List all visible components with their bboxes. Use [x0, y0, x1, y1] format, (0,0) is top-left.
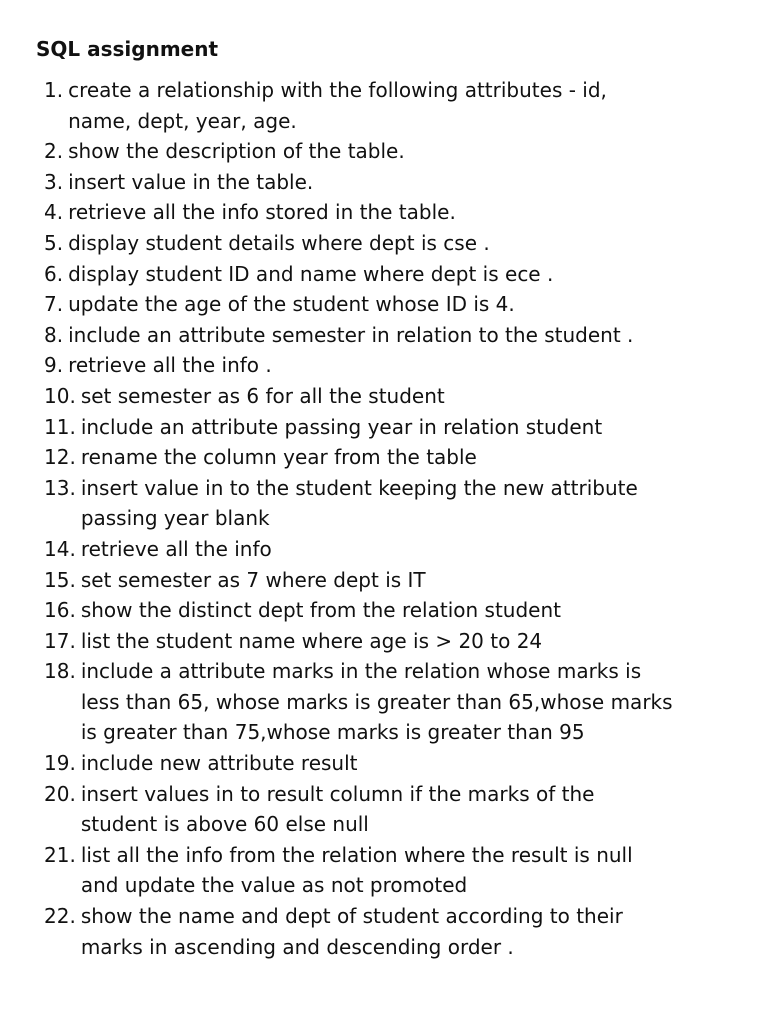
item-text [81, 901, 623, 962]
list-item [36, 534, 732, 565]
list-item [36, 626, 732, 657]
list-item [36, 656, 732, 748]
task-list [36, 75, 732, 962]
item-line: set semester as 7 where dept is IT [80, 567, 426, 592]
list-item [36, 136, 732, 167]
item-number: 5. [44, 230, 64, 255]
item-number: 6. [44, 261, 64, 286]
item-number: 9. [44, 353, 64, 378]
list-item [36, 75, 732, 136]
item-number: 2. [44, 139, 64, 164]
list-item [36, 779, 732, 840]
list-item [36, 442, 732, 473]
list-item [36, 228, 732, 259]
item-line: student is above 60 else null [80, 812, 369, 837]
list-item [36, 901, 732, 962]
item-line: set semester as 6 for all the student [80, 383, 445, 408]
item-number: 13. [44, 475, 76, 500]
item-line: passing year blank [80, 506, 270, 531]
item-text [81, 565, 426, 596]
item-text [68, 320, 633, 351]
item-line: display student ID and name where dept is ece . [68, 261, 554, 286]
list-item [36, 381, 732, 412]
item-number: 21. [44, 842, 76, 867]
item-text [68, 350, 272, 381]
item-line: show the distinct dept from the relation student [80, 598, 561, 623]
item-number: 4. [44, 200, 64, 225]
item-number: 10. [44, 383, 76, 408]
item-number: 1. [44, 78, 64, 102]
item-line: and update the value as not promoted [80, 873, 468, 898]
item-text [81, 748, 358, 779]
list-item [36, 565, 732, 596]
list-item [36, 320, 732, 351]
item-line: retrieve all the info stored in the table. [68, 200, 456, 225]
item-number: 12. [44, 445, 76, 470]
item-number: 16. [44, 598, 76, 623]
item-text [81, 779, 595, 840]
item-number: 22. [44, 904, 76, 929]
item-text [81, 656, 673, 748]
item-line: include new attribute result [80, 751, 358, 776]
item-number: 11. [44, 414, 76, 439]
list-item [36, 197, 732, 228]
item-text [81, 381, 445, 412]
item-line: include a attribute marks in the relation whose marks is [80, 659, 642, 684]
item-line: include an attribute semester in relation to the student . [68, 322, 634, 347]
item-line: show the description of the table. [68, 139, 405, 164]
item-number: 14. [44, 536, 76, 561]
list-item [36, 748, 732, 779]
item-text [68, 167, 313, 198]
list-item [36, 412, 732, 443]
item-line: insert values in to result column if the marks of the [80, 781, 595, 806]
item-line: include an attribute passing year in relation student [80, 414, 603, 439]
item-line: update the age of the student whose ID is 4. [68, 292, 515, 317]
item-text [81, 626, 542, 657]
item-number: 7. [44, 292, 64, 317]
item-text [68, 228, 490, 259]
item-line: retrieve all the info [80, 536, 272, 561]
item-number: 15. [44, 567, 76, 592]
item-line: retrieve all the info . [68, 353, 272, 378]
list-item [36, 289, 732, 320]
item-text [68, 289, 515, 320]
list-item [36, 350, 732, 381]
item-text [81, 840, 633, 901]
item-text [68, 75, 607, 136]
item-line: display student details where dept is cse . [68, 230, 490, 255]
item-number: 17. [44, 628, 76, 653]
item-line: name, dept, year, age. [68, 108, 297, 133]
list-item [36, 595, 732, 626]
list-item [36, 840, 732, 901]
item-number: 19. [44, 751, 76, 776]
item-line: insert value in the table. [68, 169, 314, 194]
item-text [81, 412, 602, 443]
item-number: 18. [44, 659, 76, 684]
item-text [68, 136, 405, 167]
item-line: show the name and dept of student according to their [80, 904, 623, 929]
item-text [81, 595, 561, 626]
item-text [81, 473, 638, 534]
item-line: insert value in to the student keeping the new attribute [80, 475, 638, 500]
item-text [81, 442, 477, 473]
item-line: marks in ascending and descending order . [80, 934, 514, 959]
item-text [81, 534, 272, 565]
item-line: create a relationship with the following attributes - id, [68, 78, 607, 102]
item-text [68, 259, 553, 290]
item-number: 8. [44, 322, 64, 347]
item-number: 20. [44, 781, 76, 806]
item-line: list all the info from the relation where the result is null [80, 842, 633, 867]
item-text [68, 197, 456, 228]
item-line: is greater than 75,whose marks is greater than 95 [80, 720, 585, 745]
list-item [36, 167, 732, 198]
list-item [36, 473, 732, 534]
item-line: rename the column year from the table [80, 445, 477, 470]
item-line: less than 65, whose marks is greater than 65,whose marks [80, 689, 673, 714]
item-number: 3. [44, 169, 64, 194]
list-item [36, 259, 732, 290]
item-line: list the student name where age is > 20 to 24 [80, 628, 543, 653]
document-title: SQL assignment [36, 37, 219, 61]
